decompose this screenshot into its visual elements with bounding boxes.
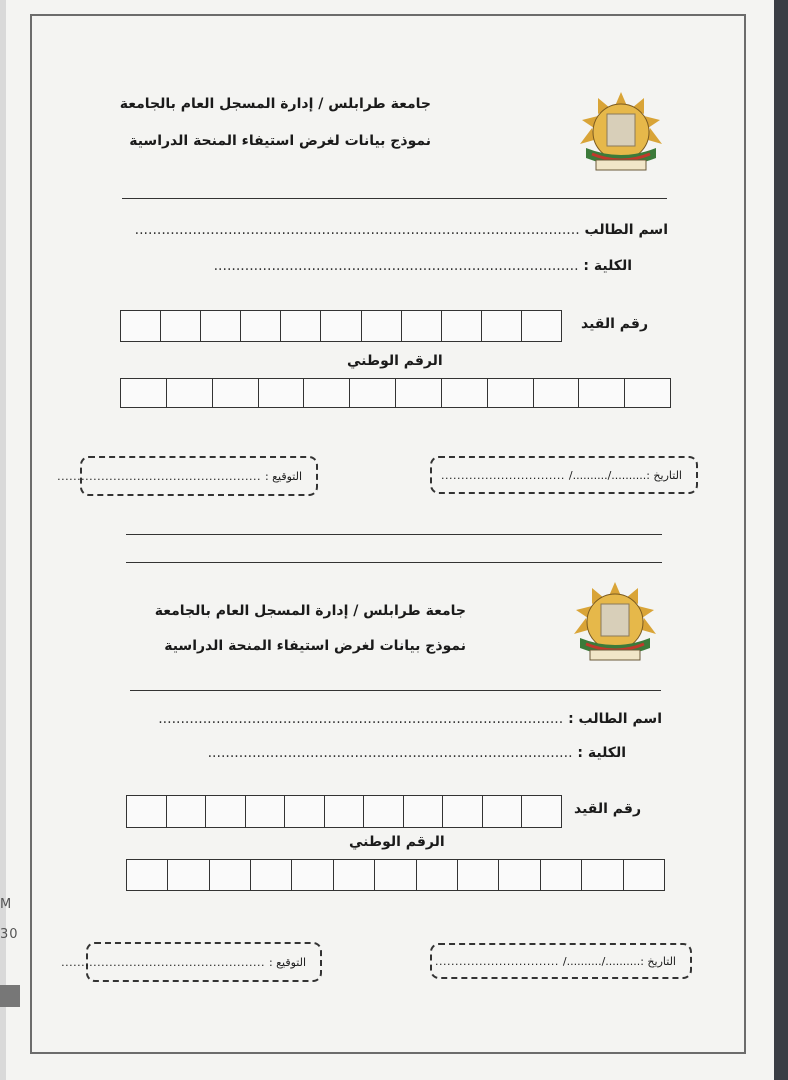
national-id-label: الرقم الوطني: [347, 353, 443, 369]
digit-cell[interactable]: [166, 796, 206, 827]
digit-cell[interactable]: [280, 311, 320, 341]
digit-cell[interactable]: [167, 860, 208, 890]
faculty-dots: ..................................................................................: [213, 258, 579, 274]
date-box[interactable]: [430, 456, 698, 494]
digit-cell[interactable]: [127, 796, 166, 827]
form-title: نموذج بيانات لغرض استيفاء المنحة الدراسية: [129, 133, 431, 149]
digit-cell[interactable]: [349, 379, 395, 407]
signature-dots: ...................................................: [57, 469, 261, 483]
digit-cell[interactable]: [363, 796, 403, 827]
divider-line-1: [126, 534, 662, 535]
digit-cell[interactable]: [245, 796, 285, 827]
university-logo: [568, 578, 662, 666]
digit-cell[interactable]: [498, 860, 539, 890]
faculty-dots: ..................................................................................: [207, 745, 573, 761]
divider-line-2: [126, 562, 662, 563]
digit-cell[interactable]: [482, 796, 522, 827]
digit-cell[interactable]: [121, 311, 160, 341]
digit-cell[interactable]: [442, 796, 482, 827]
faculty-label: الكلية :: [583, 258, 632, 274]
student-name-field: [135, 222, 668, 238]
digit-cell[interactable]: [127, 860, 167, 890]
digit-cell[interactable]: [324, 796, 364, 827]
digit-cell[interactable]: [521, 311, 561, 341]
header-rule: [130, 690, 661, 691]
signature-label: التوقيع :: [268, 955, 306, 969]
digit-cell[interactable]: [291, 860, 332, 890]
national-id-boxes[interactable]: [120, 378, 671, 408]
digit-cell[interactable]: [441, 379, 487, 407]
digit-cell[interactable]: [581, 860, 622, 890]
page-shadow: [774, 0, 788, 1080]
digit-cell[interactable]: [441, 311, 481, 341]
student-name-dots: ...........................................................................................: [158, 711, 564, 727]
digit-cell[interactable]: [487, 379, 533, 407]
student-name-label: اسم الطالب: [584, 222, 668, 238]
digit-cell[interactable]: [521, 796, 561, 827]
university-line: جامعة طرابلس / إدارة المسجل العام بالجامعة: [119, 96, 431, 112]
edge-mark-top: M: [0, 897, 13, 912]
digit-cell[interactable]: [533, 379, 579, 407]
digit-cell[interactable]: [121, 379, 166, 407]
digit-cell[interactable]: [166, 379, 212, 407]
date-box[interactable]: [430, 943, 692, 979]
digit-cell[interactable]: [457, 860, 498, 890]
digit-cell[interactable]: [481, 311, 521, 341]
digit-cell[interactable]: [212, 379, 258, 407]
header-rule: [122, 198, 667, 199]
digit-cell[interactable]: [240, 311, 280, 341]
signature-dots: ...................................................: [61, 955, 265, 969]
student-name-field: [158, 711, 662, 727]
signature-box[interactable]: [61, 942, 322, 982]
student-name-dots: ....................................................................................................: [134, 222, 580, 238]
digit-cell[interactable]: [395, 379, 441, 407]
digit-cell[interactable]: [250, 860, 291, 890]
national-id-boxes[interactable]: [126, 859, 665, 891]
date-label: التاريخ :........../........../: [562, 954, 676, 968]
digit-cell[interactable]: [361, 311, 401, 341]
university-logo: [574, 88, 668, 176]
faculty-label: الكلية :: [577, 745, 626, 761]
digit-cell[interactable]: [401, 311, 441, 341]
edge-mark-bottom: 30: [0, 927, 19, 942]
digit-cell[interactable]: [623, 860, 664, 890]
digit-cell[interactable]: [374, 860, 415, 890]
university-line: جامعة طرابلس / إدارة المسجل العام بالجامعة: [154, 603, 466, 619]
registration-boxes[interactable]: [120, 310, 562, 342]
date-dots: ...............................: [434, 954, 559, 968]
digit-cell[interactable]: [205, 796, 245, 827]
date-dots: ...............................: [440, 468, 565, 482]
digit-cell[interactable]: [303, 379, 349, 407]
digit-cell[interactable]: [416, 860, 457, 890]
registration-boxes[interactable]: [126, 795, 562, 828]
date-label: التاريخ :........../........../: [568, 468, 682, 482]
digit-cell[interactable]: [209, 860, 250, 890]
edge-stub: [0, 985, 20, 1007]
student-name-label: اسم الطالب :: [568, 711, 662, 727]
registration-label: رقم القيد: [580, 316, 648, 332]
national-id-label: الرقم الوطني: [349, 834, 445, 850]
digit-cell[interactable]: [403, 796, 443, 827]
registration-label: رقم القيد: [573, 801, 641, 817]
faculty-field: [214, 258, 632, 274]
digit-cell[interactable]: [284, 796, 324, 827]
form-title: نموذج بيانات لغرض استيفاء المنحة الدراسية: [164, 638, 466, 654]
faculty-field: [208, 745, 626, 761]
signature-label: التوقيع :: [264, 469, 302, 483]
digit-cell[interactable]: [200, 311, 240, 341]
digit-cell[interactable]: [333, 860, 374, 890]
digit-cell[interactable]: [540, 860, 581, 890]
digit-cell[interactable]: [624, 379, 670, 407]
digit-cell[interactable]: [320, 311, 360, 341]
digit-cell[interactable]: [160, 311, 200, 341]
digit-cell[interactable]: [258, 379, 304, 407]
digit-cell[interactable]: [578, 379, 624, 407]
signature-box[interactable]: [57, 456, 318, 496]
